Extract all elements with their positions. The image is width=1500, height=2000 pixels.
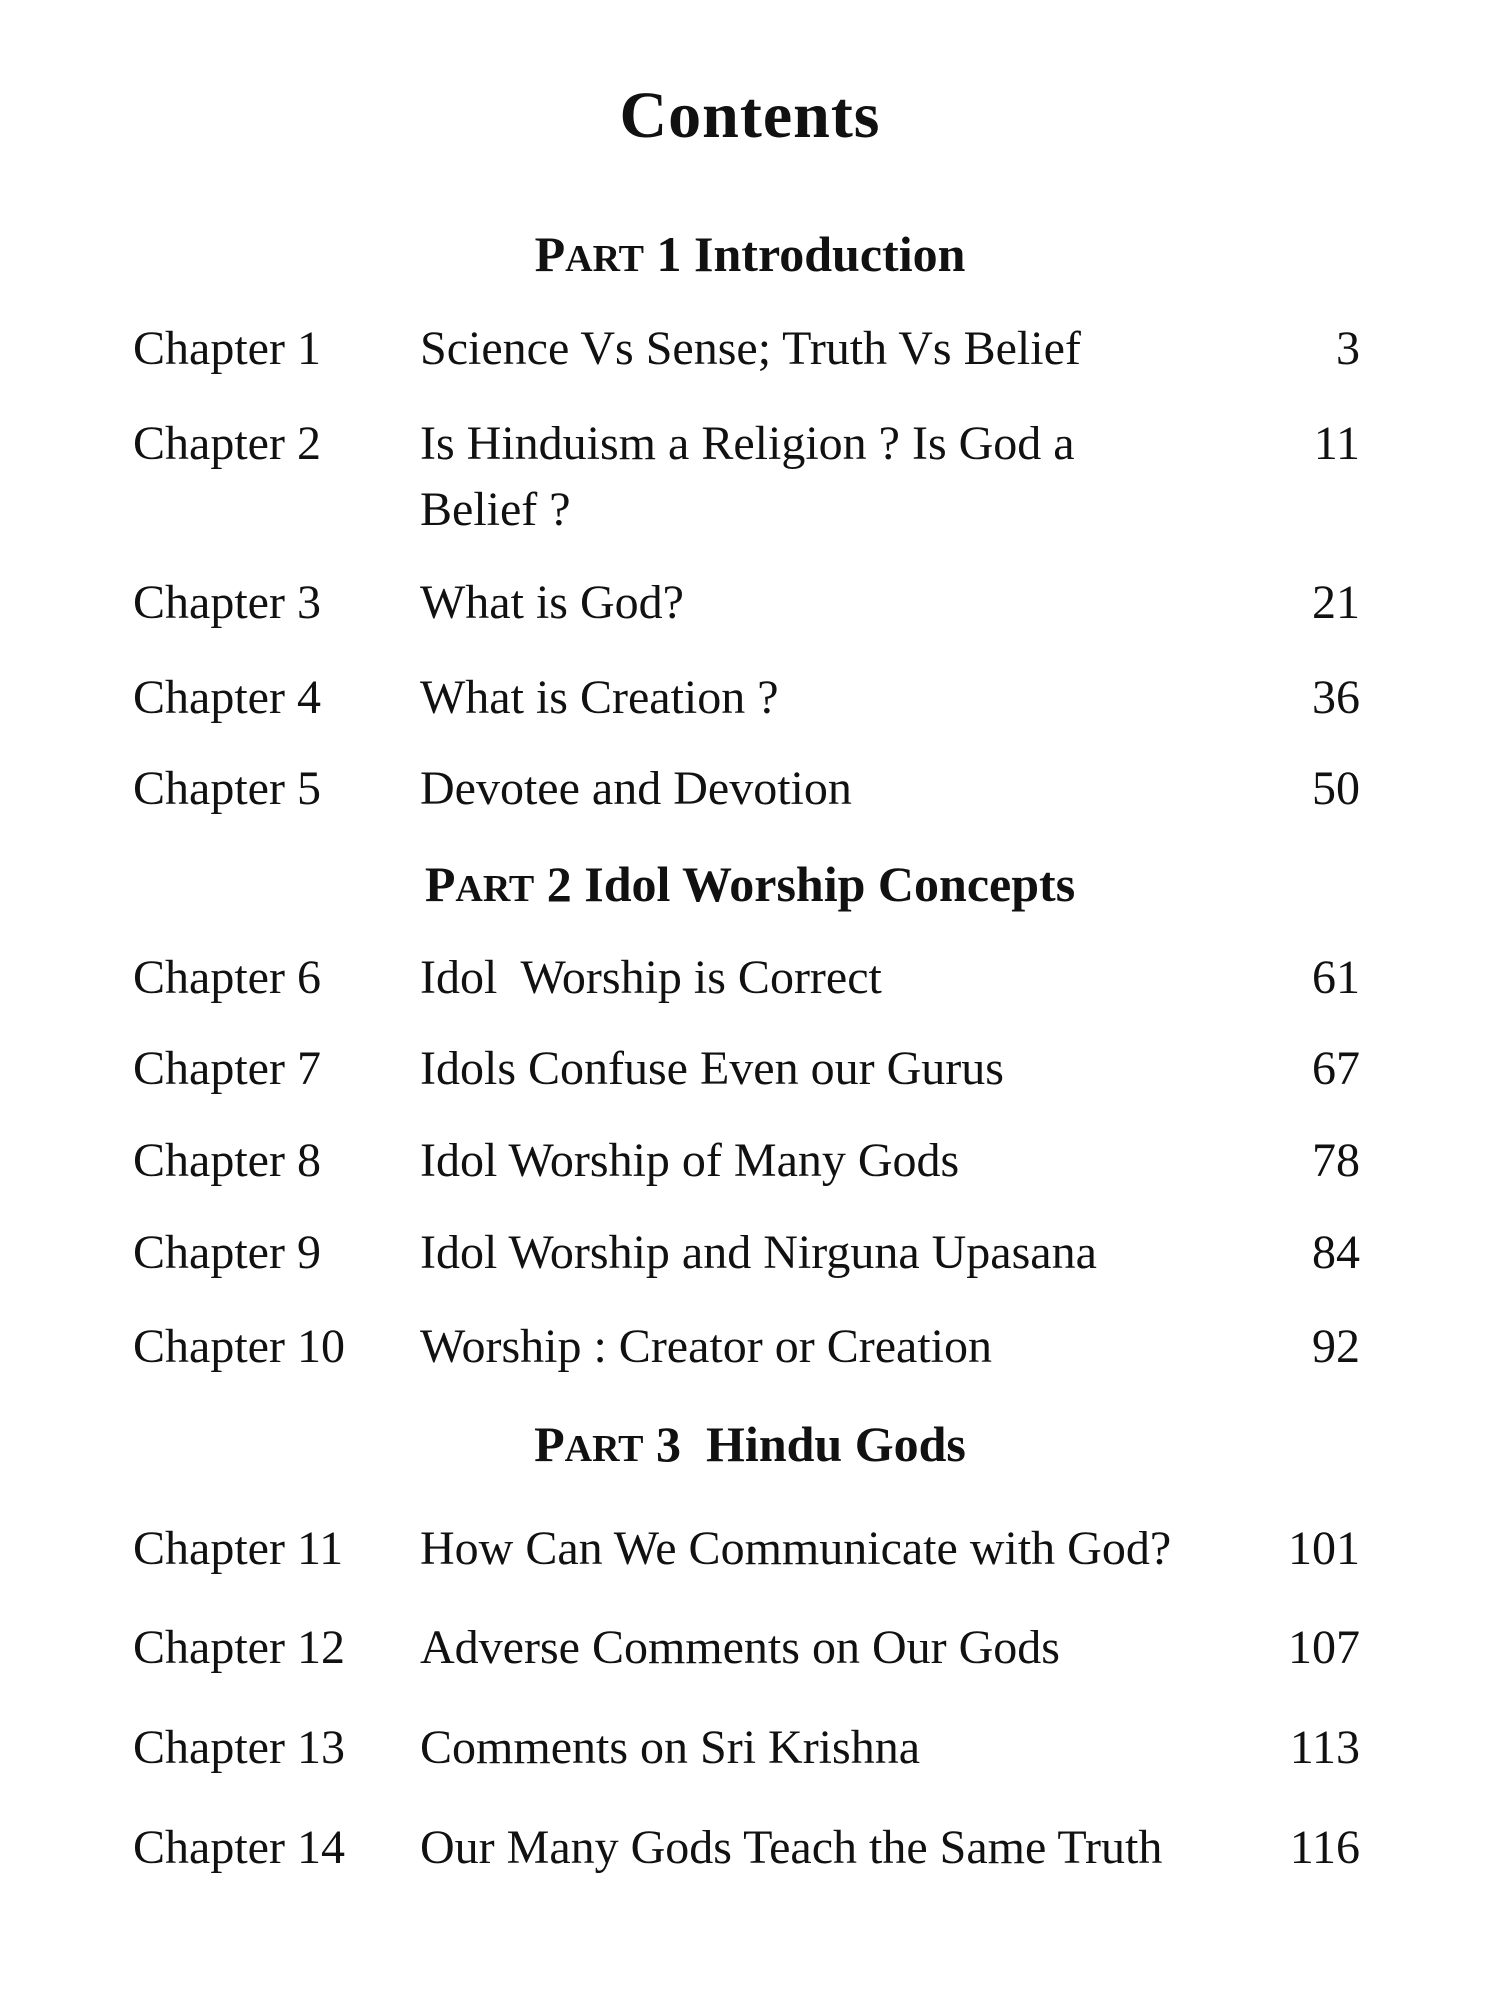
chapter-title: Idol Worship and Nirguna Upasana bbox=[420, 1226, 1097, 1279]
chapter-title: Adverse Comments on Our Gods bbox=[420, 1621, 1060, 1674]
page-number: 107 bbox=[1288, 1621, 1360, 1674]
page-number: 61 bbox=[1312, 951, 1360, 1004]
chapter-number: Chapter 14 bbox=[133, 1821, 345, 1874]
page-number: 21 bbox=[1312, 576, 1360, 629]
page-number: 101 bbox=[1288, 1522, 1360, 1575]
chapter-number: Chapter 1 bbox=[133, 322, 321, 375]
chapter-title: What is Creation ? bbox=[420, 671, 779, 724]
chapter-number: Chapter 6 bbox=[133, 951, 321, 1004]
chapter-title: What is God? bbox=[420, 576, 684, 629]
page-number: 11 bbox=[1313, 417, 1360, 470]
chapter-number: Chapter 3 bbox=[133, 576, 321, 629]
page-number: 67 bbox=[1312, 1042, 1360, 1095]
part-label: 2 Idol Worship Concepts bbox=[534, 856, 1076, 912]
part-prefix-rest: ART bbox=[455, 868, 535, 910]
chapter-title: Our Many Gods Teach the Same Truth bbox=[420, 1821, 1163, 1874]
chapter-title: Is Hinduism a Religion ? Is God a Belief ? bbox=[420, 417, 1075, 536]
chapter-title: Comments on Sri Krishna bbox=[420, 1721, 920, 1774]
part-prefix-cap: P bbox=[424, 856, 456, 912]
chapter-number: Chapter 8 bbox=[133, 1134, 321, 1187]
page-number: 36 bbox=[1312, 671, 1360, 724]
chapter-number: Chapter 9 bbox=[133, 1226, 321, 1279]
chapter-title: Worship : Creator or Creation bbox=[420, 1320, 992, 1373]
chapter-number: Chapter 7 bbox=[133, 1042, 321, 1095]
part-label: 1 Introduction bbox=[644, 226, 966, 282]
part-heading-3 bbox=[0, 1415, 1500, 1473]
part-prefix-cap: P bbox=[534, 226, 566, 282]
chapter-number: Chapter 11 bbox=[133, 1522, 344, 1575]
page-number: 113 bbox=[1289, 1721, 1360, 1774]
page-number: 92 bbox=[1312, 1320, 1360, 1373]
part-prefix-rest: ART bbox=[565, 238, 645, 280]
page-title: Contents bbox=[619, 79, 881, 152]
page-number: 78 bbox=[1312, 1134, 1360, 1187]
chapter-number: Chapter 2 bbox=[133, 417, 321, 470]
page-number: 50 bbox=[1312, 762, 1360, 815]
chapter-title: Idols Confuse Even our Gurus bbox=[420, 1042, 1004, 1095]
part-label: 3 Hindu Gods bbox=[643, 1416, 966, 1472]
page-number: 116 bbox=[1289, 1821, 1360, 1874]
chapter-number: Chapter 12 bbox=[133, 1621, 345, 1674]
chapter-title: Devotee and Devotion bbox=[420, 762, 852, 815]
part-heading-1 bbox=[0, 225, 1500, 283]
part-prefix-rest: ART bbox=[564, 1428, 644, 1470]
chapter-number: Chapter 4 bbox=[133, 671, 321, 724]
chapter-title: Idol Worship is Correct bbox=[420, 951, 882, 1004]
chapter-number: Chapter 5 bbox=[133, 762, 321, 815]
part-heading-2 bbox=[0, 855, 1500, 913]
chapter-title: Science Vs Sense; Truth Vs Belief bbox=[420, 322, 1081, 375]
chapter-title: Idol Worship of Many Gods bbox=[420, 1134, 960, 1187]
part-prefix-cap: P bbox=[534, 1416, 565, 1472]
chapter-number: Chapter 10 bbox=[133, 1320, 345, 1373]
chapter-number: Chapter 13 bbox=[133, 1721, 345, 1774]
chapter-title: How Can We Communicate with God? bbox=[420, 1522, 1172, 1575]
page-number: 3 bbox=[1336, 322, 1360, 375]
page-number: 84 bbox=[1312, 1226, 1360, 1279]
